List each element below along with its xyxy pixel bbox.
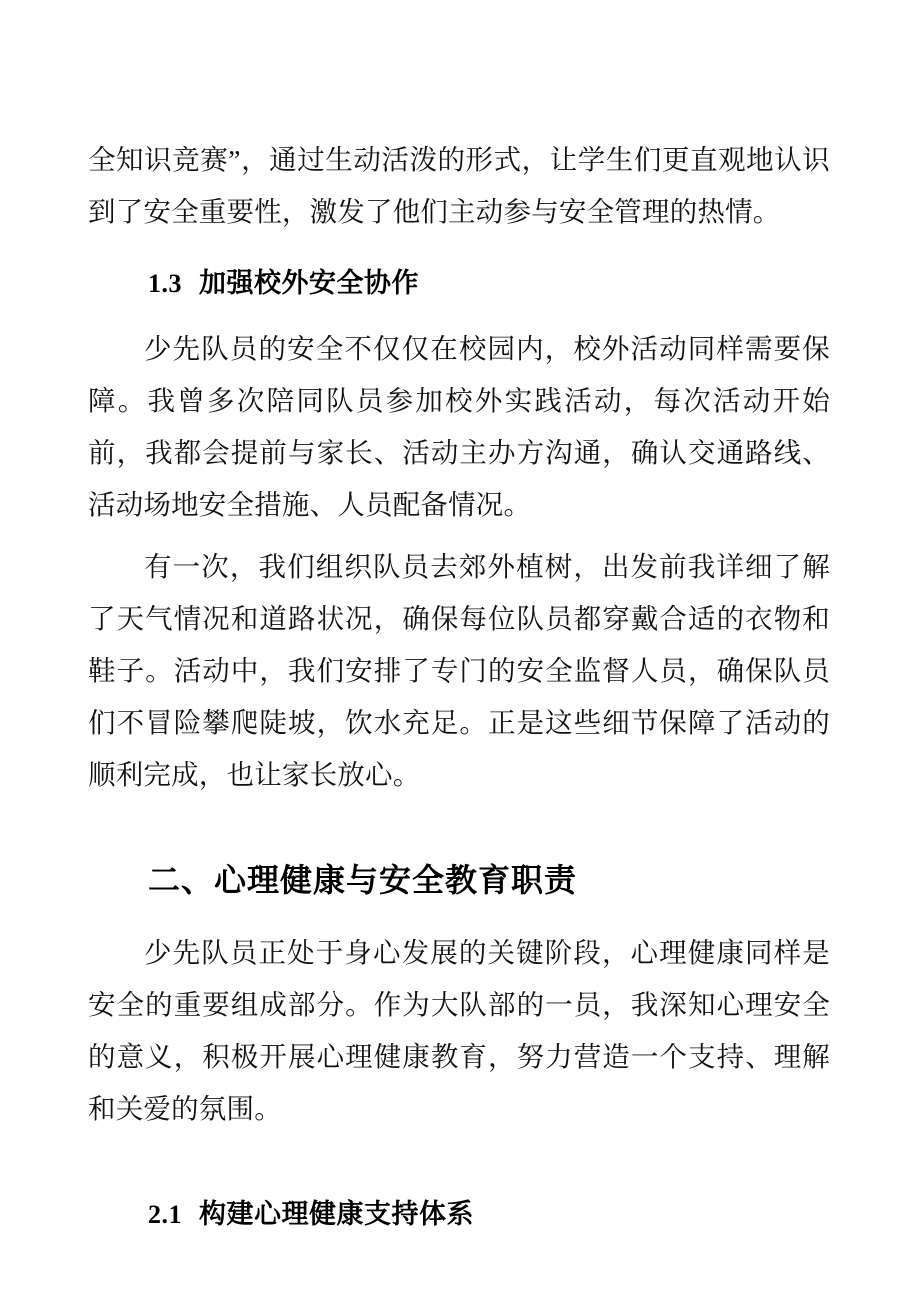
- paragraph-mental-health-intro: 少先队员正处于身心发展的关键阶段，心理健康同样是安全的重要组成部分。作为大队部的一员，我深知心理安全的意义，积极开展心理健康教育，努力营造一个支持、理解和关爱的氛围。: [88, 937, 830, 1124]
- subheading-2-1-number: 2.1: [148, 1200, 182, 1229]
- section-heading-two: 二、心理健康与安全教育职责: [148, 862, 578, 898]
- heading-spacer: [88, 1145, 830, 1169]
- subheading-1-3-number: 1.3: [148, 269, 182, 298]
- document-body: [88, 134, 830, 1238]
- subheading-1-3-title: 加强校外安全协作: [199, 268, 419, 298]
- paragraph-safety-quiz-continuation: 全知识竞赛”，通过生动活泼的形式，让学生们更直观地认识到了安全重要性，激发了他们主动参与安全管理的热情。: [88, 144, 830, 227]
- paragraph-tree-planting-example: 有一次，我们组织队员去郊外植树，出发前我详细了解了天气情况和道路状况，确保每位队员都穿戴合适的衣物和鞋子。活动中，我们安排了专门的安全监督人员，确保队员们不冒险攀爬陡坡，饮水充足。正是这些细节保障了活动的顺利完成，也让家长放心。: [88, 551, 830, 790]
- subheading-2-1-title: 构建心理健康支持体系: [199, 1199, 474, 1229]
- subheading-1-3: [88, 260, 830, 307]
- paragraph-offcampus-safety: 少先队员的安全不仅仅在校园内，校外活动同样需要保障。我曾多次陪同队员参加校外实践活动，每次活动开始前，我都会提前与家长、活动主办方沟通，确认交通路线、活动场地安全措施、人员配备情况。: [88, 333, 830, 520]
- subheading-2-1: [88, 1191, 830, 1238]
